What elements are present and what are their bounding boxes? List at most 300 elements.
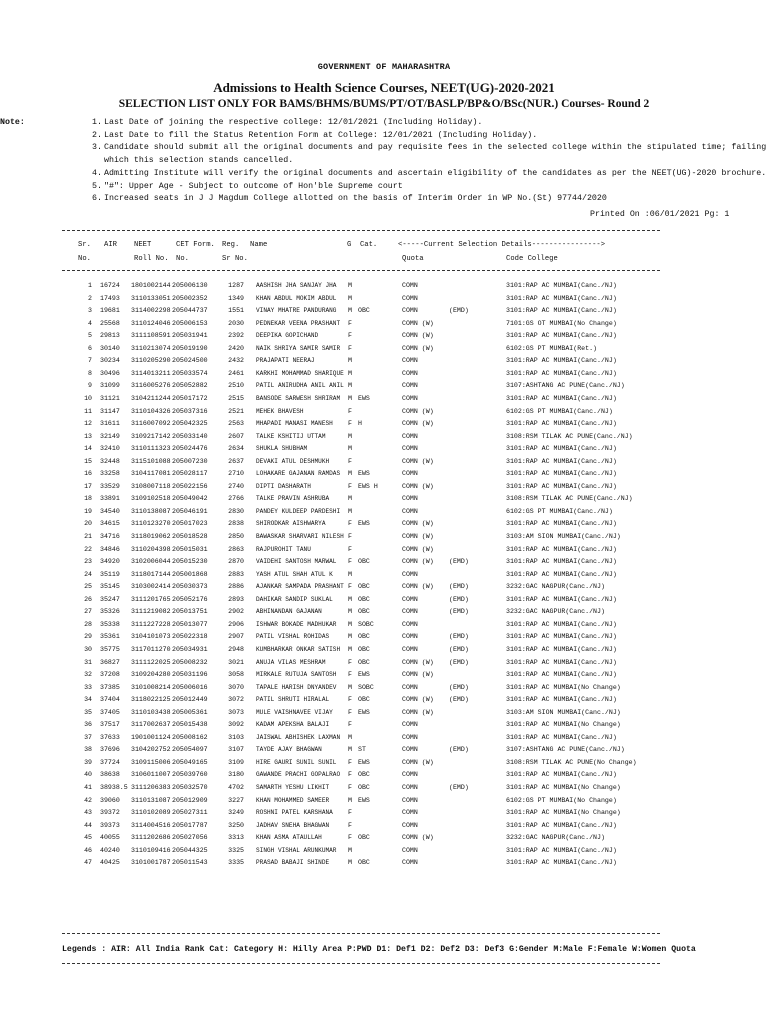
gender: F [348,809,352,817]
neet-roll-no: 3104117081 [131,470,171,478]
reg-sr-no: 2392 [228,332,244,340]
sr-number: 33 [84,683,92,691]
quota: COMN [402,859,418,867]
cet-form-no: 205049042 [172,495,208,503]
college: 3101:RAP AC MUMBAI(Canc./NJ) [506,846,617,854]
quota-flag: (EMD) [449,583,469,591]
reg-sr-no: 2634 [228,445,244,453]
quota-flag: (EMD) [449,307,469,315]
government-heading: GOVERNMENT OF MAHARASHTRA [317,62,451,72]
cet-form-no: 205039760 [172,771,208,779]
note-number: 2. [92,130,102,140]
air-rank: 35338 [100,620,120,628]
quota-flag: (EMD) [449,595,469,603]
candidate-name: DIPTI DASHARATH [256,482,311,490]
quota: COMN [402,683,418,691]
category: EWS [358,758,370,766]
legend: Legends : AIR: All India Rank Cat: Category H: Hilly Area P:PWD D1: Def1 D2: Def2 D3: Def3 G:Gender M:Male F:Female W:Women Quota [62,945,696,954]
college: 3101:RAP AC MUMBAI(Canc./NJ) [506,457,617,465]
quota: COMN [402,846,418,854]
neet-roll-no: 3118017144 [131,570,171,578]
col-air: AIR [104,241,117,249]
quota: COMN (W) [402,407,434,415]
air-rank: 40055 [100,834,120,842]
sr-number: 5 [88,332,92,340]
reg-sr-no: 1551 [228,307,244,315]
reg-sr-no: 2510 [228,382,244,390]
reg-sr-no: 2870 [228,558,244,566]
gender: F [348,332,352,340]
candidate-name: GAWANDE PRACHI GOPALRAO [256,771,341,779]
category: EWS [358,671,370,679]
col-reg: Reg. [222,241,240,249]
college: 3101:RAP AC MUMBAI(Canc./NJ) [506,420,617,428]
candidate-name: DEEPIKA GOPICHAND [256,332,319,340]
cet-form-no: 205007230 [172,457,208,465]
category: OBC [358,771,370,779]
col-code-college: Code College [506,255,558,263]
college: 3101:RAP AC MUMBAI(Canc./NJ) [506,859,617,867]
note-text: Increased seats in J J Magdum College allotted on the basis of Interim Order in WP No.(St) 97744/2020 [104,194,607,204]
col-gender-cat: G Cat. [347,241,378,249]
gender: F [348,558,352,566]
notes-list [62,117,767,206]
gender: M [348,445,352,453]
table-row [0,546,768,558]
table-row [0,357,768,369]
air-rank: 29813 [100,332,120,340]
cet-form-no: 205030373 [172,583,208,591]
gender: M [348,382,352,390]
category: OBC [358,696,370,704]
sr-number: 15 [84,457,92,465]
reg-sr-no: 1287 [228,282,244,289]
gender: M [348,394,352,402]
table-row [0,709,768,721]
category: EWS [358,796,370,804]
reg-sr-no: 2030 [228,319,244,327]
neet-roll-no: 3117011270 [131,645,171,653]
quota: COMN [402,495,418,503]
cet-form-no: 205024500 [172,357,208,365]
sr-number: 9 [88,382,92,390]
sr-number: 42 [84,796,92,804]
reg-sr-no: 2838 [228,520,244,528]
neet-roll-no: 3114004516 [131,821,171,829]
candidate-name: VAIDEHI SANTOSH MARWAL [256,558,337,566]
table-row [0,571,768,583]
reg-sr-no: 2420 [228,344,244,352]
gender: M [348,859,352,867]
college: 3101:RAP AC MUMBAI(Canc./NJ) [506,620,617,628]
air-rank: 36827 [100,658,120,666]
note-item [62,130,762,143]
table-row [0,320,768,332]
quota: COMN [402,733,418,741]
college: 3101:RAP AC MUMBAI(Canc./NJ) [506,771,617,779]
cet-form-no: 205052882 [172,382,208,390]
college: 3101:RAP AC MUMBAI(No Change) [506,683,621,691]
quota: COMN (W) [402,696,434,704]
quota: COMN [402,369,418,377]
college: 3101:RAP AC MUMBAI(Canc./NJ) [506,282,617,289]
table-row [0,558,768,570]
table-row [0,859,768,871]
cet-form-no: 205008162 [172,733,208,741]
table-row [0,809,768,821]
cet-form-no: 205006130 [172,282,208,289]
cet-form-no: 205033140 [172,432,208,440]
reg-sr-no: 3249 [228,809,244,817]
candidate-name: KHAN ABDUL MOKIM ABDUL [256,294,337,302]
air-rank: 31611 [100,420,120,428]
neet-roll-no: 3110104326 [131,407,171,415]
quota: COMN (W) [402,482,434,490]
table-row [0,734,768,746]
sr-number: 21 [84,533,92,540]
table-row [0,533,768,545]
candidate-name: AJANKAR SAMPADA PRASHANT [256,583,344,591]
note-number: 3. [92,143,102,153]
candidate-name: BANSODE SARWESH SHRIRAM [256,394,341,402]
reg-sr-no: 2766 [228,495,244,503]
table-row [0,370,768,382]
table-row [0,345,768,357]
sr-number: 1 [88,282,92,289]
reg-sr-no: 2637 [228,457,244,465]
reg-sr-no: 3092 [228,721,244,729]
neet-roll-no: 3116007092 [131,420,171,428]
note-item [62,193,762,206]
gender: M [348,595,352,603]
gender: F [348,457,352,465]
gender: F [348,721,352,729]
sr-number: 31 [84,658,92,666]
air-rank: 30496 [100,369,120,377]
gender: M [348,746,352,754]
neet-roll-no: 3111206383 [131,784,171,791]
category: OBC [358,784,370,791]
neet-roll-no: 3117002637 [131,721,171,729]
cet-form-no: 205002352 [172,294,208,302]
table-row [0,646,768,658]
note-number: 4. [92,168,102,178]
candidate-name: VINAY MHATRE PANDURANG [256,307,337,315]
reg-sr-no: 2883 [228,570,244,578]
table-row [0,458,768,470]
candidate-name: TALKE KSHITIJ UTTAM [256,432,326,440]
sr-number: 32 [84,671,92,679]
quota: COMN (W) [402,558,434,566]
sr-number: 19 [84,507,92,515]
candidate-name: NAIK SHRIYA SAMIR SAMIR [256,344,341,352]
note-text: Last Date of joining the respective college: 12/01/2021 (Including Holiday). [104,118,483,127]
sr-number: 26 [84,595,92,603]
candidate-name: MEHEK BHAVESH [256,407,304,415]
cet-form-no: 205042325 [172,420,208,428]
quota: COMN (W) [402,520,434,528]
gender: F [348,533,352,540]
table-row [0,395,768,407]
cet-form-no: 205054097 [172,746,208,754]
note-item [62,181,762,194]
table-row [0,420,768,432]
neet-roll-no: 3111122025 [131,658,171,666]
candidate-name: PRAJAPATI NEERAJ [256,357,315,365]
college: 3101:RAP AC MUMBAI(Canc./NJ) [506,558,617,566]
reg-sr-no: 3058 [228,671,244,679]
college: 3101:RAP AC MUMBAI(Canc./NJ) [506,645,617,653]
category: SOBC [358,620,374,628]
neet-roll-no: 3114002298 [131,307,171,315]
gender: F [348,658,352,666]
reg-sr-no: 2710 [228,470,244,478]
neet-roll-no: 3110123270 [131,520,171,528]
cet-form-no: 205033574 [172,369,208,377]
quota: COMN (W) [402,319,434,327]
quota: COMN [402,507,418,515]
air-rank: 37208 [100,671,120,679]
divider-header [62,270,660,271]
candidate-name: JADHAV SNEHA BHAGWAN [256,821,330,829]
category: EWS [358,520,370,528]
college: 3232:GAC NAGPUR(Canc./NJ) [506,834,605,842]
gender: F [348,821,352,829]
air-rank: 34846 [100,545,120,553]
gender: F [348,545,352,553]
cet-form-no: 205011543 [172,859,208,867]
air-rank: 39060 [100,796,120,804]
college: 3101:RAP AC MUMBAI(Canc./NJ) [506,357,617,365]
gender: M [348,294,352,302]
note-number: 6. [92,194,102,204]
category: OBC [358,595,370,603]
neet-roll-no: 3111201765 [131,595,171,603]
sr-number: 20 [84,520,92,528]
gender: F [348,420,352,428]
sr-number: 2 [88,294,92,302]
sr-number: 11 [84,407,92,415]
gender: F [348,583,352,591]
reg-sr-no: 3250 [228,821,244,829]
col-reg-2: Sr No. [222,255,248,263]
table-row [0,771,768,783]
note-item [62,117,762,130]
neet-roll-no: 3110102089 [131,809,171,817]
quota-flag: (EMD) [449,608,469,616]
sr-number: 40 [84,771,92,779]
cet-form-no: 205008232 [172,658,208,666]
college: 3101:RAP AC MUMBAI(Canc./NJ) [506,520,617,528]
cet-form-no: 205017172 [172,394,208,402]
table-row [0,746,768,758]
air-rank: 37405 [100,708,120,716]
col-cet: CET Form. [176,241,215,249]
college: 3232:GAC NAGPUR(Canc./NJ) [506,608,605,616]
air-rank: 35247 [100,595,120,603]
quota: COMN (W) [402,708,434,716]
table-row [0,621,768,633]
table-row [0,797,768,809]
table-row [0,583,768,595]
sr-number: 25 [84,583,92,591]
college: 3103:AM SION MUMBAI(Canc./NJ) [506,533,621,540]
candidate-name: SINGH VISHAL ARUNKUMAR [256,846,337,854]
reg-sr-no: 2432 [228,357,244,365]
quota: COMN (W) [402,583,434,591]
neet-roll-no: 3106011007 [131,771,171,779]
neet-roll-no: 3110131087 [131,796,171,804]
table-row [0,834,768,846]
table-row [0,671,768,683]
candidate-name: MIRKALE RUTUJA SANTOSH [256,671,337,679]
gender: M [348,470,352,478]
category: OBC [358,658,370,666]
gender: F [348,520,352,528]
air-rank: 32410 [100,445,120,453]
neet-roll-no: 1901001124 [131,733,171,741]
sr-number: 34 [84,696,92,704]
candidate-name: SHIRODKAR AISHWARYA [256,520,326,528]
sr-number: 3 [88,307,92,315]
quota: COMN [402,432,418,440]
reg-sr-no: 3335 [228,859,244,867]
category: OBC [358,583,370,591]
gender: F [348,708,352,716]
neet-roll-no: 3109204280 [131,671,171,679]
gender: F [348,696,352,704]
category: H [358,420,362,428]
reg-sr-no: 3109 [228,758,244,766]
candidate-name: ABHINANDAN GAJANAN [256,608,322,616]
gender: M [348,507,352,515]
quota: COMN [402,307,418,315]
reg-sr-no: 2902 [228,608,244,616]
college: 3101:RAP AC MUMBAI(No Change) [506,784,621,791]
sr-number: 17 [84,482,92,490]
category: EWS [358,470,370,478]
air-rank: 34920 [100,558,120,566]
neet-roll-no: 3111202686 [131,834,171,842]
note-text: Admitting Institute will verify the original documents and ascertain eligibility of the candidates as per the NEET(UG)-2020 brochure. [104,168,767,178]
note-item [62,142,767,155]
cet-form-no: 205015031 [172,545,208,553]
table-row [0,495,768,507]
neet-roll-no: 3116005276 [131,382,171,390]
table-row [0,659,768,671]
cet-form-no: 205027311 [172,809,208,817]
college: 3101:RAP AC MUMBAI(Canc./NJ) [506,482,617,490]
sr-number: 35 [84,708,92,716]
air-rank: 37404 [100,696,120,704]
quota: COMN [402,746,418,754]
quota: COMN [402,809,418,817]
note-text: Last Date to fill the Status Retention Form at College: 12/01/2021 (Including Holiday). [104,130,538,140]
note-text: Candidate should submit all the original documents and pay requisite fees in the selected college within the stipulated time; failing [104,143,767,153]
sr-number: 23 [84,558,92,566]
air-rank: 35361 [100,633,120,641]
air-rank: 35119 [100,570,120,578]
sr-number: 24 [84,570,92,578]
neet-roll-no: 3110213074 [131,344,171,352]
reg-sr-no: 1349 [228,294,244,302]
neet-roll-no: 3110138087 [131,507,171,515]
gender: F [348,834,352,842]
college: 3108:RSM TILAK AC PUNE(Canc./NJ) [506,495,633,503]
divider-top [62,230,660,231]
table-row [0,784,768,796]
col-sr: Sr. [78,241,91,249]
col-current-selection: <-----Current Selection Details----------------> [398,241,606,249]
gender: F [348,482,352,490]
college: 3101:RAP AC MUMBAI(Canc./NJ) [506,595,617,603]
reg-sr-no: 3021 [228,658,244,666]
air-rank: 30140 [100,344,120,352]
college: 3101:RAP AC MUMBAI(Canc./NJ) [506,294,617,302]
air-rank: 31147 [100,407,120,415]
quota-flag: (EMD) [449,784,469,791]
gender: M [348,633,352,641]
candidate-name: RAJPUROHIT TANU [256,545,311,553]
air-rank: 37633 [100,733,120,741]
air-rank: 37385 [100,683,120,691]
quota-flag: (EMD) [449,696,469,704]
cet-form-no: 205013751 [172,608,208,616]
category: OBC [358,834,370,842]
note-number: 1. [92,118,102,127]
air-rank: 34716 [100,533,120,540]
candidate-name: PANDEY KULDEEP PARDESHI [256,507,341,515]
sr-number: 27 [84,608,92,616]
candidate-name: TALKE PRAVIN ASHRUBA [256,495,330,503]
neet-roll-no: 3110205290 [131,357,171,365]
quota: COMN (W) [402,658,434,666]
neet-roll-no: 3111108591 [131,332,171,340]
quota: COMN [402,784,418,791]
candidate-name: PATIL ANIRUDHA ANIL ANIL [256,382,344,390]
quota: COMN [402,382,418,390]
gender: M [348,432,352,440]
sr-number: 38 [84,746,92,754]
col-cet-2: No. [176,255,189,263]
quota: COMN [402,570,418,578]
candidate-name: ANUJA VILAS MESHRAM [256,658,326,666]
air-rank: 40240 [100,846,120,854]
quota: COMN (W) [402,332,434,340]
college: 3107:ASHTANG AC PUNE(Canc./NJ) [506,746,625,754]
cet-form-no: 205022318 [172,633,208,641]
college: 3232:GAC NAGPUR(Canc./NJ) [506,583,605,591]
cet-form-no: 205005361 [172,708,208,716]
cet-form-no: 205046191 [172,507,208,515]
gender: M [348,570,352,578]
gender: M [348,307,352,315]
note-item [62,168,767,181]
sr-number: 37 [84,733,92,741]
college: 3101:RAP AC MUMBAI(Canc./NJ) [506,445,617,453]
quota-flag: (EMD) [449,658,469,666]
cet-form-no: 205031941 [172,332,208,340]
college: 3101:RAP AC MUMBAI(Canc./NJ) [506,821,617,829]
gender: M [348,796,352,804]
college: 3101:RAP AC MUMBAI(Canc./NJ) [506,369,617,377]
neet-roll-no: 3110111323 [131,445,171,453]
college: 6102:GS PT MUMBAI(No Change) [506,796,617,804]
col-neet-2: Roll No. [134,255,169,263]
col-sr-2: No. [78,255,91,263]
candidate-name: ISHWAR BOKADE MADHUKAR [256,620,337,628]
air-rank: 33529 [100,482,120,490]
